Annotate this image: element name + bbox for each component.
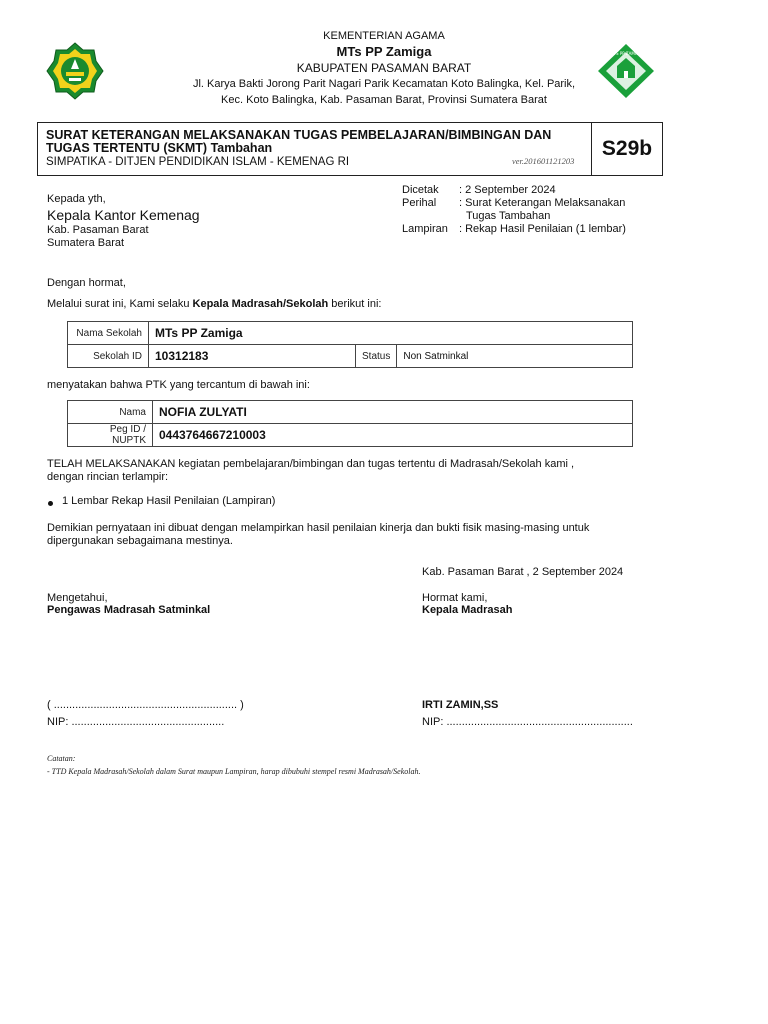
- address-line-2: Kec. Koto Balingka, Kab. Pasaman Barat, Provinsi Sumatera Barat: [221, 94, 547, 106]
- ptk-table: [67, 400, 633, 447]
- document-subtitle: SIMPATIKA - DITJEN PENDIDIKAN ISLAM - KEMENAG RI: [46, 156, 350, 168]
- document-version: ver.201601121203: [512, 156, 575, 166]
- ptk-name-value: NOFIA ZULYATI: [153, 401, 633, 424]
- school-logo-text: MTS PP ZAMIGA: [610, 51, 642, 56]
- school-table: [67, 321, 633, 368]
- school-name: MTs PP Zamiga: [336, 44, 432, 59]
- ptk-id-value: 0443764667210003: [153, 424, 633, 447]
- printed-value: : 2 September 2024: [459, 184, 556, 196]
- document-title: SURAT KETERANGAN MELAKSANAKAN TUGAS PEMBELAJARAN/BIMBINGAN DAN TUGAS TERTENTU (SKMT) Tambahan: [46, 128, 552, 155]
- closing-line-2: dipergunakan sebagaimana mestinya.: [47, 535, 233, 547]
- declaration-line-2: dengan rincian terlampir:: [47, 471, 169, 483]
- intro-suffix: berikut ini:: [328, 298, 382, 310]
- school-id-value: 10312183: [149, 345, 356, 368]
- status-label: Status: [356, 345, 397, 368]
- table-row: [68, 401, 633, 424]
- table-row: [68, 424, 633, 447]
- recipient-line-2: Sumatera Barat: [47, 237, 125, 249]
- intro-prefix: Melalui surat ini, Kami selaku: [47, 298, 193, 310]
- left-sign-nip: NIP: ..................................................: [47, 716, 225, 728]
- attachment-value: : Rekap Hasil Penilaian (1 lembar): [459, 223, 626, 235]
- left-sign-name: ( ............................................................ ): [47, 699, 244, 711]
- attachment-label: Lampiran: [402, 223, 448, 235]
- subject-value-cont: Tugas Tambahan: [466, 210, 551, 222]
- table-row: [68, 322, 633, 345]
- subject-value: : Surat Keterangan Melaksanakan: [459, 197, 626, 209]
- ptk-statement: menyatakan bahwa PTK yang tercantum di bawah ini:: [47, 379, 310, 391]
- left-sign-heading: Mengetahui,: [47, 592, 108, 604]
- greeting: Dengan hormat,: [47, 277, 126, 289]
- right-sign-heading: Hormat kami,: [422, 592, 488, 604]
- regency-name: KABUPATEN PASAMAN BARAT: [296, 61, 472, 75]
- left-sign-role: Pengawas Madrasah Satminkal: [47, 604, 211, 616]
- intro-role: Kepala Madrasah/Sekolah: [192, 298, 329, 310]
- school-name-value: MTs PP Zamiga: [149, 322, 633, 345]
- place-date: Kab. Pasaman Barat , 2 September 2024: [422, 566, 624, 578]
- address-line-1: Jl. Karya Bakti Jorong Parit Nagari Parik Kecamatan Koto Balingka, Kel. Parik,: [192, 78, 576, 90]
- subject-label: Perihal: [402, 197, 437, 209]
- ptk-id-label: Peg ID / NUPTK: [68, 424, 153, 447]
- form-code: S29b: [591, 123, 662, 175]
- document-title-box: [37, 122, 663, 176]
- right-sign-name: IRTI ZAMIN,SS: [422, 699, 499, 711]
- right-sign-role: Kepala Madrasah: [422, 604, 513, 616]
- printed-label: Dicetak: [402, 184, 439, 196]
- notes-line: - TTD Kepala Madrasah/Sekolah dalam Surat maupun Lampiran, harap dibubuhi stempel resmi Madrasah/Sekolah.: [47, 767, 421, 776]
- recipient-line-1: Kab. Pasaman Barat: [47, 224, 149, 236]
- notes-heading: Catatan:: [47, 754, 76, 763]
- recipient-name: Kepala Kantor Kemenag: [47, 207, 200, 223]
- status-value: Non Satminkal: [397, 345, 633, 368]
- bullet-icon: [48, 501, 53, 506]
- ptk-name-label: Nama: [68, 401, 153, 424]
- attachment-list-item: 1 Lembar Rekap Hasil Penilaian (Lampiran): [62, 495, 276, 507]
- intro-sentence: [47, 298, 381, 310]
- school-name-label: Nama Sekolah: [68, 322, 149, 345]
- ministry-name: KEMENTERIAN AGAMA: [323, 30, 445, 42]
- declaration-line-1: TELAH MELAKSANAKAN kegiatan pembelajaran/bimbingan dan tugas tertentu di Madrasah/Sekolah kami ,: [47, 458, 575, 470]
- school-id-label: Sekolah ID: [68, 345, 149, 368]
- closing-line-1: Demikian pernyataan ini dibuat dengan melampirkan hasil penilaian kinerja dan bukti fisik masing-masing untuk: [47, 522, 590, 534]
- recipient-salutation: Kepada yth,: [47, 193, 106, 205]
- letterhead: [0, 28, 768, 108]
- table-row: [68, 345, 633, 368]
- right-sign-nip: NIP: .............................................................: [422, 716, 633, 728]
